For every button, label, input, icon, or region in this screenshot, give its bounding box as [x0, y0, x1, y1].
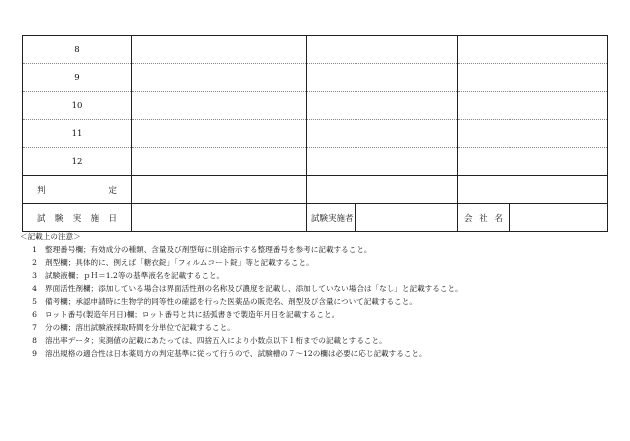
- row-number: 8: [23, 36, 132, 64]
- note-item: [20, 308, 610, 321]
- table-row: [23, 64, 608, 92]
- empty-cell: [132, 64, 307, 92]
- company-char: 名: [494, 213, 503, 224]
- judgement-row: [23, 176, 608, 204]
- notes-section: [20, 230, 610, 360]
- test-date-char: 験: [54, 213, 64, 224]
- tester-value: [356, 204, 458, 232]
- empty-cell: [458, 36, 608, 64]
- note-item: [20, 347, 610, 360]
- note-number: 3: [32, 271, 37, 280]
- note-number: 8: [32, 336, 37, 345]
- empty-cell: [132, 92, 307, 120]
- note-item: [20, 321, 610, 334]
- table-row: [23, 36, 608, 64]
- note-number: 9: [32, 349, 37, 358]
- company-label: [458, 204, 510, 232]
- note-text: 溶出規格の適合性は日本薬局方の判定基準に従って行うので、試験槽の７～12の欄は必要に応じ記載すること。: [45, 349, 427, 358]
- company-value: [510, 204, 608, 232]
- note-number: 7: [32, 323, 37, 332]
- test-date-char: 試: [37, 213, 46, 224]
- note-item: [20, 295, 610, 308]
- note-text: 界面活性剤欄；添加している場合は界面活性剤の名称及び濃度を記載し、添加していない場合は「なし」と記載すること。: [45, 284, 463, 293]
- empty-cell: [458, 92, 608, 120]
- note-text: 備考欄；承認申請時に生物学的同等性の確認を行った医薬品の販売名、剤型及び含量について記載すること。: [45, 297, 417, 306]
- empty-cell: [132, 36, 307, 64]
- table-row: [23, 92, 608, 120]
- note-text: 分の欄；溶出試験液採取時間を分単位で記載すること。: [45, 323, 235, 332]
- note-item: [20, 334, 610, 347]
- dissolution-form-table: [22, 35, 608, 232]
- row-number: 10: [23, 92, 132, 120]
- note-item: [20, 282, 610, 295]
- note-text: 溶出率データ；実測値の記載にあたっては、四捨五入により小数点以下１桁までの記載とすること。: [45, 336, 387, 345]
- empty-cell: [132, 176, 307, 204]
- note-number: 4: [32, 284, 37, 293]
- empty-cell: [458, 148, 608, 176]
- test-date-char: 日: [108, 213, 117, 224]
- row-number: 11: [23, 120, 132, 148]
- test-date-char: 施: [90, 213, 100, 224]
- empty-cell: [458, 120, 608, 148]
- empty-cell: [307, 148, 458, 176]
- note-text: 剤型欄；具体的に、例えば「糖衣錠」「フィルムコート錠」等と記載すること。: [45, 258, 314, 267]
- table-row: [23, 148, 608, 176]
- empty-cell: [307, 176, 458, 204]
- row-number: 9: [23, 64, 132, 92]
- empty-cell: [307, 64, 458, 92]
- note-item: [20, 243, 610, 256]
- tester-label: 試験実施者: [307, 204, 356, 232]
- note-number: 6: [32, 310, 37, 319]
- empty-cell: [307, 120, 458, 148]
- notes-title: ＜記載上の注意＞: [20, 232, 81, 241]
- row-number: 12: [23, 148, 132, 176]
- note-number: 1: [32, 245, 37, 254]
- empty-cell: [307, 36, 458, 64]
- note-number: 2: [32, 258, 37, 267]
- note-text: 整理番号欄；有効成分の種類、含量及び剤型毎に別途指示する整理番号を参考に記載すること。: [45, 245, 372, 254]
- test-date-value: [132, 204, 307, 232]
- company-char: 社: [479, 213, 488, 224]
- test-info-row: [23, 204, 608, 232]
- empty-cell: [458, 176, 608, 204]
- empty-cell: [458, 64, 608, 92]
- note-number: 5: [32, 297, 37, 306]
- table-row: [23, 120, 608, 148]
- note-item: [20, 269, 610, 282]
- judgement-label: [23, 176, 132, 204]
- test-date-label: [23, 204, 132, 232]
- empty-cell: [307, 92, 458, 120]
- judgement-char: 判: [37, 185, 46, 196]
- test-date-char: 実: [72, 213, 82, 224]
- note-text: ロット番号(製造年月日)欄；ロット番号と共に括弧書きで製造年月日を記載すること。: [45, 310, 340, 319]
- empty-cell: [132, 120, 307, 148]
- note-item: [20, 256, 610, 269]
- judgement-char: 定: [108, 185, 117, 196]
- company-char: 会: [464, 213, 473, 224]
- empty-cell: [132, 148, 307, 176]
- note-text: 試験液欄；ｐＨ＝1.2等の基準液名を記載すること。: [45, 271, 225, 280]
